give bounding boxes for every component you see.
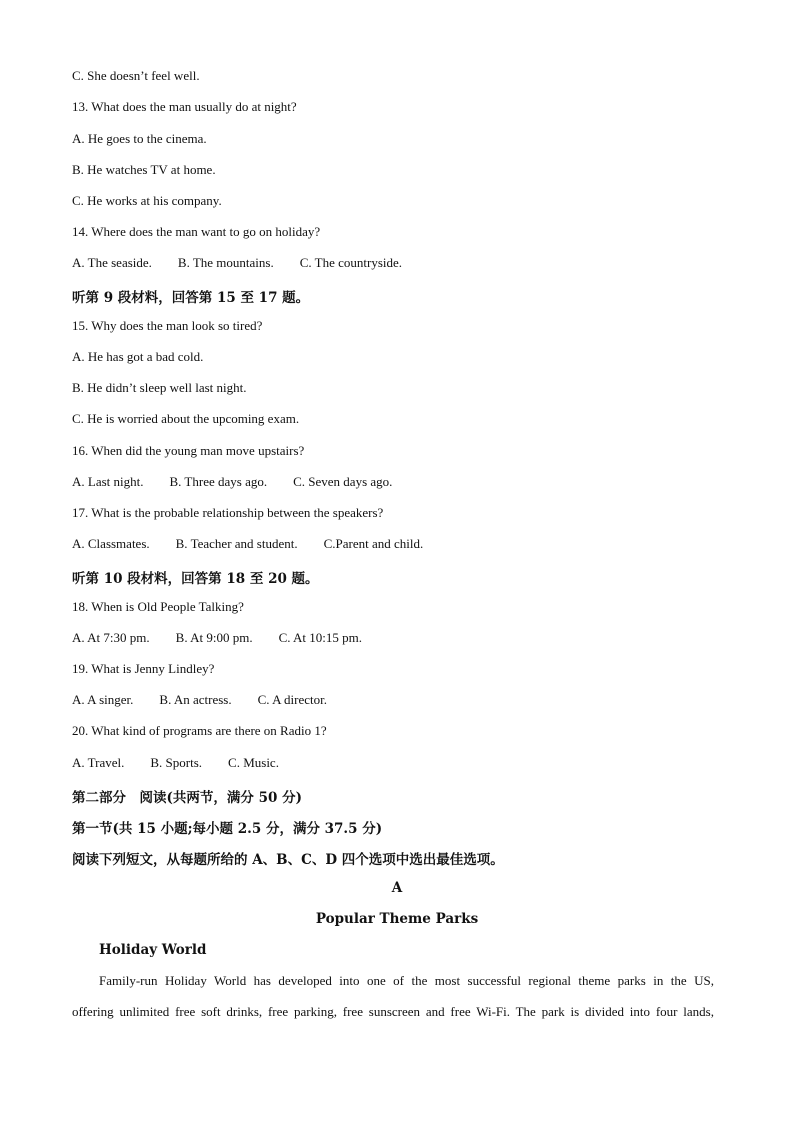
- q19-options: [72, 692, 353, 708]
- q18-option-c: C. At 10:15 pm.: [278, 630, 363, 645]
- question-20: 20. What kind of programs are there on Radio 1?: [72, 723, 327, 738]
- passage-subheading: Holiday World: [99, 942, 207, 958]
- reading-instructions: 阅读下列短文，从每题所给的 A、B、C、D 四个选项中选出最佳选项。: [72, 852, 504, 868]
- q16-options: [72, 474, 418, 490]
- q19-option-c: C. A director.: [257, 692, 327, 707]
- section-10-heading: 听第 10 段材料，回答第 18 至 20 题。: [72, 571, 319, 587]
- q17-option-b: B. Teacher and student.: [175, 536, 298, 551]
- q17-option-c: C.Parent and child.: [323, 536, 424, 551]
- q17-options: [72, 536, 449, 552]
- q16-option-c: C. Seven days ago.: [293, 474, 393, 489]
- q14-option-b: B. The mountains.: [177, 255, 274, 270]
- q15-option-b: B. He didn’t sleep well last night.: [72, 380, 247, 395]
- q18-option-b: B. At 9:00 pm.: [175, 630, 253, 645]
- section-9-heading: 听第 9 段材料，回答第 15 至 17 题。: [72, 290, 310, 306]
- question-17: 17. What is the probable relationship between the speakers?: [72, 505, 384, 520]
- paragraph-line-2: offering unlimited free soft drinks, free parking, free sunscreen and free Wi-Fi. The park is divided into four lands,: [72, 1004, 714, 1019]
- question-14: 14. Where does the man want to go on holiday?: [72, 224, 321, 239]
- q17-option-a: A. Classmates.: [72, 536, 150, 551]
- q13-option-b: B. He watches TV at home.: [72, 162, 216, 177]
- q20-options: [72, 755, 305, 771]
- q16-option-a: A. Last night.: [72, 474, 144, 489]
- question-16: 16. When did the young man move upstairs?: [72, 443, 305, 458]
- q16-option-b: B. Three days ago.: [169, 474, 268, 489]
- q13-option-c: C. He works at his company.: [72, 193, 222, 208]
- q19-option-a: A. A singer.: [72, 692, 134, 707]
- q14-option-a: A. The seaside.: [72, 255, 152, 270]
- passage-title: Popular Theme Parks: [315, 911, 479, 927]
- q20-option-a: A. Travel.: [72, 755, 125, 770]
- q20-option-b: B. Sports.: [150, 755, 203, 770]
- part-2-heading: 第二部分 阅读(共两节，满分 50 分): [72, 790, 302, 806]
- section-1-heading: 第一节(共 15 小题;每小题 2.5 分，满分 37.5 分): [72, 821, 383, 837]
- q12-option-c: C. She doesn’t feel well.: [72, 68, 200, 83]
- q18-option-a: A. At 7:30 pm.: [72, 630, 150, 645]
- q15-option-a: A. He has got a bad cold.: [72, 349, 204, 364]
- passage-letter: A: [391, 880, 403, 896]
- q20-option-c: C. Music.: [228, 755, 279, 770]
- question-19: 19. What is Jenny Lindley?: [72, 661, 215, 676]
- paragraph-line-1: Family-run Holiday World has developed into one of the most successful regional theme parks in the US,: [99, 973, 714, 988]
- question-13: 13. What does the man usually do at night?: [72, 99, 297, 114]
- q15-option-c: C. He is worried about the upcoming exam.: [72, 411, 300, 426]
- q14-option-c: C. The countryside.: [299, 255, 403, 270]
- question-15: 15. Why does the man look so tired?: [72, 318, 263, 333]
- q13-option-a: A. He goes to the cinema.: [72, 131, 207, 146]
- question-18: 18. When is Old People Talking?: [72, 599, 244, 614]
- q18-options: [72, 630, 388, 646]
- q19-option-b: B. An actress.: [159, 692, 232, 707]
- q14-options: [72, 255, 428, 271]
